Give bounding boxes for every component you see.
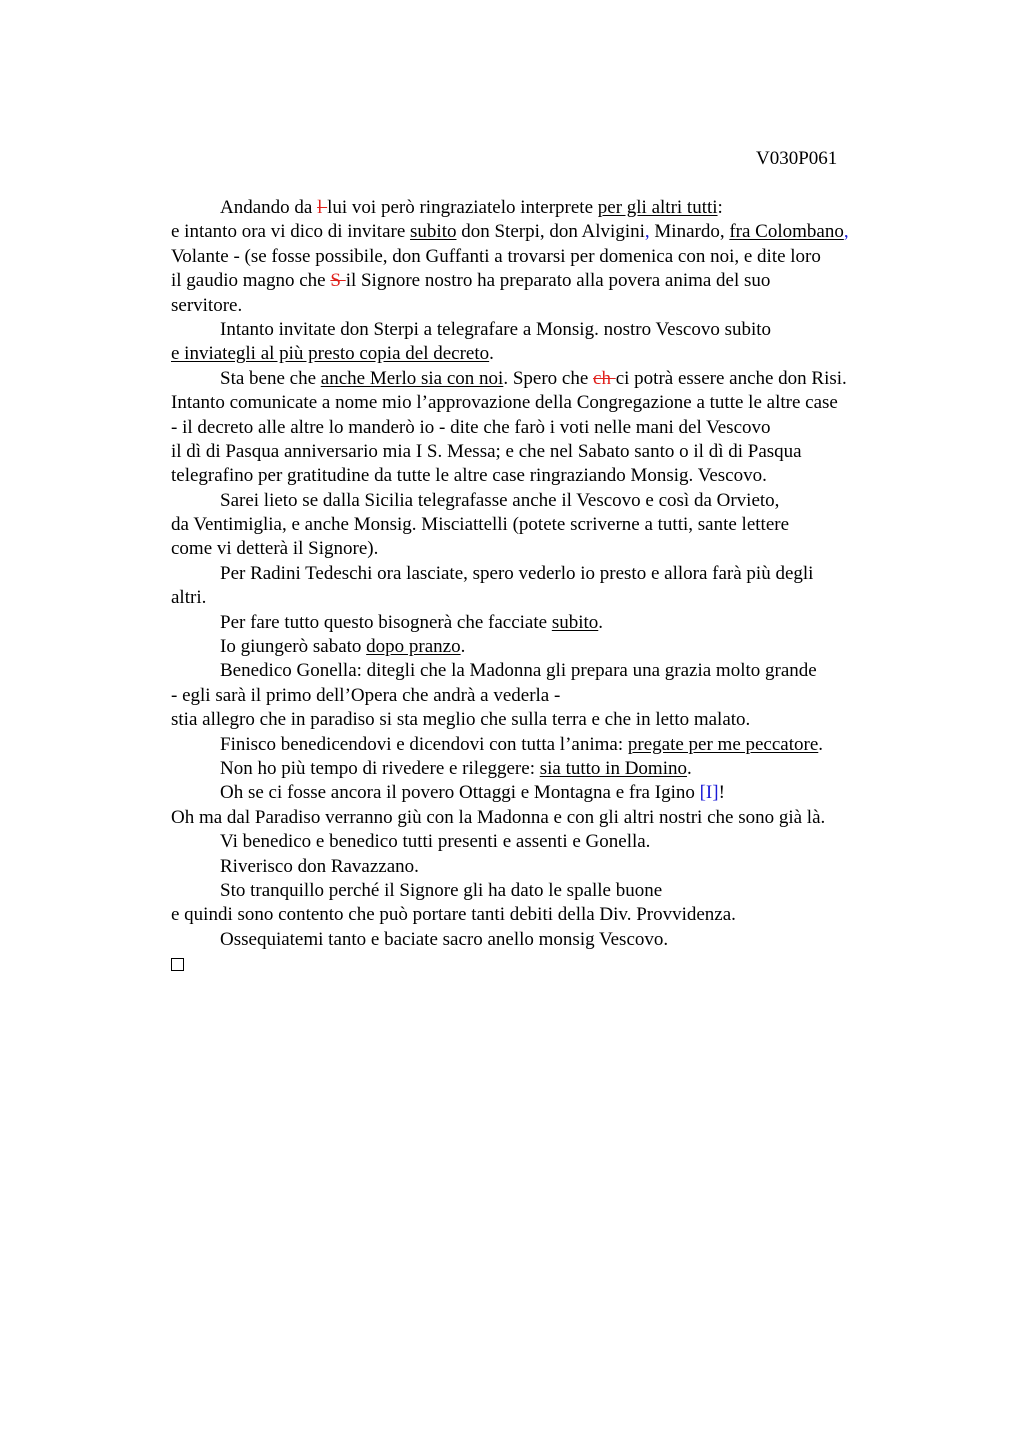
text-run: ! [718,782,725,804]
p9-line-1 [171,733,931,757]
p4-line-3: come vi detterà il Signore). [171,538,379,560]
text-run: . [489,343,494,365]
text-run: Finisco benedicendovi e dicendovi con tutta l’anima: [220,733,628,755]
p2-line-2 [171,342,931,366]
letter-body [171,196,931,977]
editorial-mark: , [644,221,650,243]
text-run: e intanto ora vi dico di invitare [171,221,411,243]
p1-line-5: servitore. [171,294,243,316]
text-run: Minardo, [649,221,730,243]
text-run: Io giungerò sabato [220,636,367,658]
text-run: Sta bene che [220,367,321,389]
p7-line-1 [171,635,931,659]
p5-line-1: Per Radini Tedeschi ora lasciate, spero vederlo io presto e allora farà più degli [220,562,814,584]
underlined-text: sia tutto in Domino [539,757,687,779]
p6-line-1 [171,611,931,635]
underlined-text: pregate per me peccatore [627,733,819,755]
text-run: . [460,636,466,658]
p2-line-1: Intanto invitate don Sterpi a telegrafare a Monsig. nostro Vescovo subito [220,318,772,340]
page-code: V030P061 [756,148,838,169]
p4-line-1: Sarei lieto se dalla Sicilia telegrafasse anche il Vescovo e così da Orvieto, [220,489,780,511]
underlined-text: subito [551,611,599,633]
text-run: il Signore nostro ha preparato alla povera anima del suo [345,270,771,292]
text-run: Andando da [220,197,318,218]
p3-line-4: il dì di Pasqua anniversario mia I S. Messa; e che nel Sabato santo o il dì di Pasqua [171,440,802,462]
p5-line-2: altri. [171,587,207,609]
editorial-mark: [I] [699,782,719,804]
p3-line-2: Intanto comunicate a nome mio l’approvazione della Congregazione a tutte le altre case [171,392,838,414]
deleted-text: ch [593,367,616,389]
p11-line-2: Oh ma dal Paradiso verranno giù con la Madonna e con gli altri nostri che sono già là. [171,806,826,828]
underlined-text: subito [410,221,457,243]
underlined-text: e inviategli al più presto copia del decreto [171,343,490,365]
p3-line-3: - il decreto alle altre lo manderò io - dite che farò i voti nelle mani del Vescovo [171,416,771,438]
p15-line-1: Ossequiatemi tanto e baciate sacro anello monsig Vescovo. [220,928,669,950]
p4-line-2: da Ventimiglia, e anche Monsig. Misciattelli (potete scriverne a tutti, sante lettere [171,514,790,536]
underlined-text: per gli altri tutti [597,197,718,218]
editorial-mark: , [843,221,849,243]
deleted-text: l [317,197,328,218]
deleted-text: S [330,270,346,292]
end-mark-line [171,952,931,976]
text-run: : [717,197,723,218]
text-run: Oh se ci fosse ancora il povero Ottaggi e Montagna e fra Igino [220,782,700,804]
p14-line-2: e quindi sono contento che può portare tanti debiti della Div. Provvidenza. [171,904,736,926]
text-run: . [818,733,824,755]
underlined-text: anche Merlo sia con noi [320,367,504,389]
text-run: . [598,611,604,633]
text-run: ci potrà essere anche don Risi. [615,367,847,389]
text-run: Per fare tutto questo bisognerà che facciate [220,611,552,633]
text-run: . Spero che [503,367,594,389]
p8-line-2: - egli sarà il primo dell’Opera che andrà a vederla - [171,684,561,706]
underlined-text: dopo pranzo [366,636,461,658]
p8-line-1: Benedico Gonella: ditegli che la Madonna gli prepara una grazia molto grande [220,660,817,682]
p1-line-3: Volante - (se fosse possibile, don Guffanti a trovarsi per domenica con noi, e dite loro [171,245,821,267]
square-icon [171,958,184,971]
text-run: lui voi però ringraziatelo interprete [327,197,598,218]
p3-line-1 [171,367,931,391]
p1-line-1 [171,196,931,220]
p1-line-2 [171,220,931,244]
p11-line-1 [171,781,931,805]
p13-line-1: Riverisco don Ravazzano. [220,855,419,877]
text-run: Non ho più tempo di rivedere e rileggere: [220,757,540,779]
p1-line-4 [171,269,931,293]
p12-line-1: Vi benedico e benedico tutti presenti e assenti e Gonella. [220,831,651,853]
underlined-text: fra Colombano [729,221,844,243]
text-run: don Sterpi, don Alvigini [456,221,645,243]
p14-line-1: Sto tranquillo perché il Signore gli ha dato le spalle buone [220,879,663,901]
p3-line-5: telegrafino per gratitudine da tutte le altre case ringraziando Monsig. Vescovo. [171,465,767,487]
p8-line-3: stia allegro che in paradiso si sta meglio che sulla terra e che in letto malato. [171,709,751,731]
text-run: . [686,757,692,779]
text-run: il gaudio magno che [171,270,331,292]
p10-line-1 [171,757,931,781]
